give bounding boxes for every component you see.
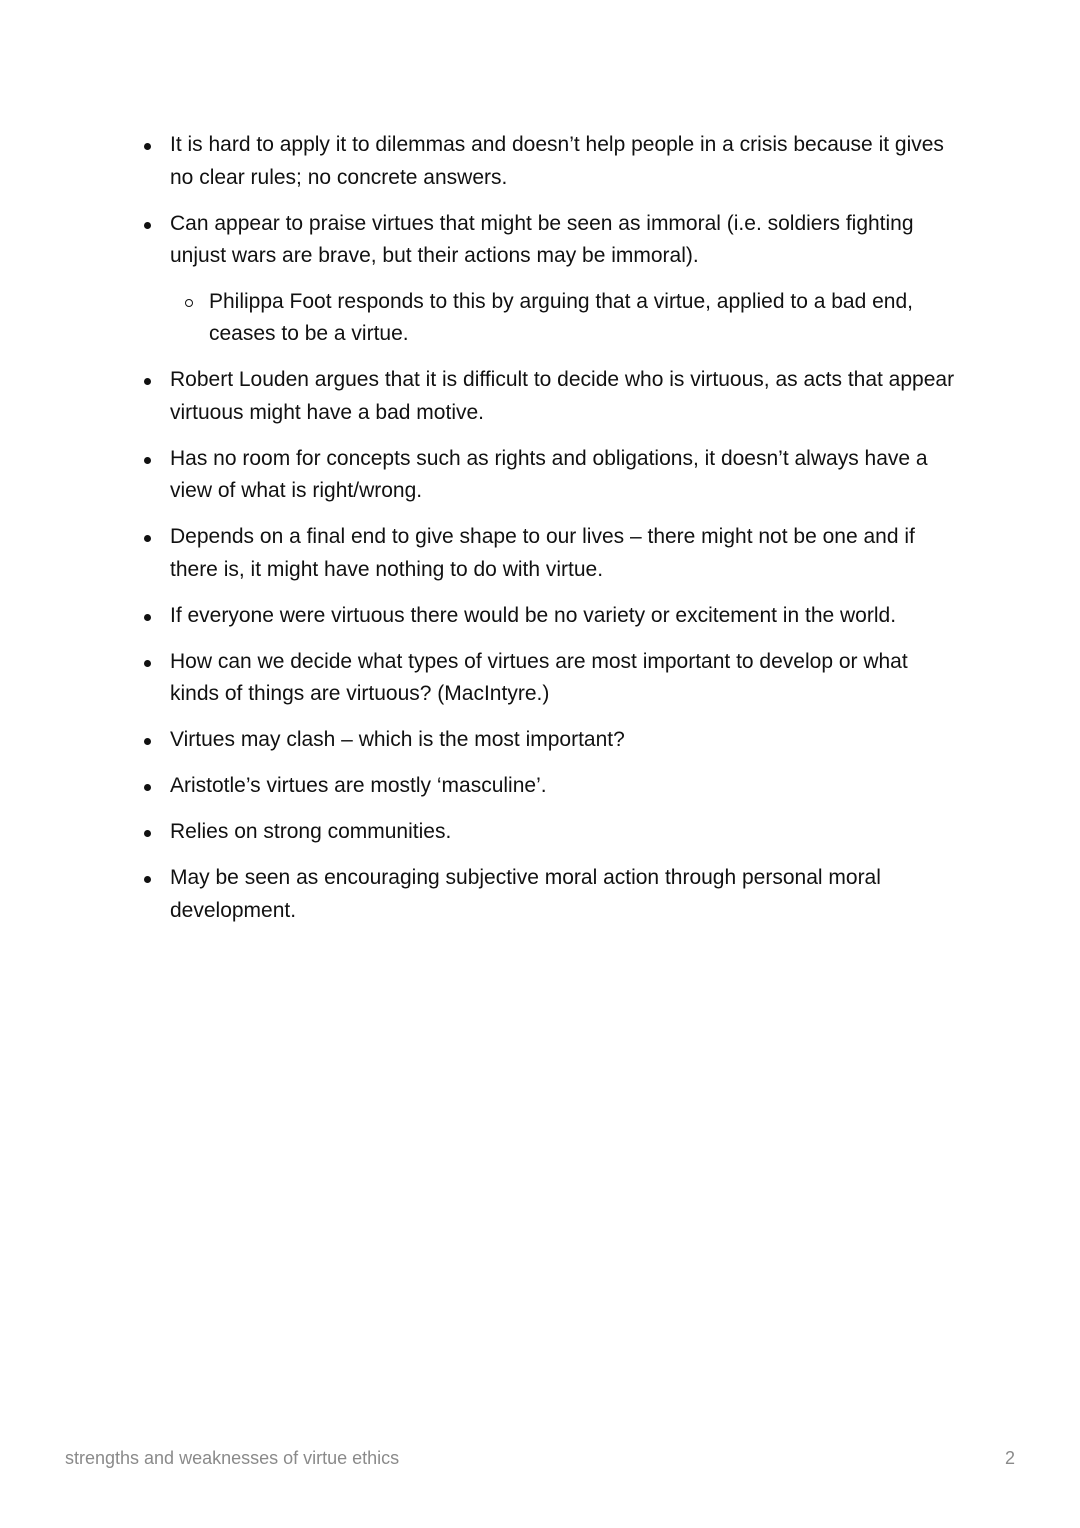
list-item bbox=[138, 208, 958, 351]
bullet-icon bbox=[144, 784, 151, 791]
sub-list-item-text: Philippa Foot responds to this by arguing that a virtue, applied to a bad end, ceases to be a virtue. bbox=[209, 289, 913, 345]
list-item bbox=[138, 364, 958, 429]
footer-title: strengths and weaknesses of virtue ethics bbox=[65, 1448, 400, 1468]
page-number: 2 bbox=[1004, 1448, 1015, 1468]
bullet-icon bbox=[144, 876, 151, 883]
bullet-icon bbox=[144, 222, 151, 229]
list-item-text: It is hard to apply it to dilemmas and doesn’t help people in a crisis because it gives no clear rules; no concrete answers. bbox=[170, 133, 944, 189]
list-item-text: Robert Louden argues that it is difficult to decide who is virtuous, as acts that appear virtuous might have a bad motive. bbox=[170, 368, 955, 424]
list-item bbox=[138, 600, 958, 633]
list-item-text: Aristotle’s virtues are mostly ‘masculine’. bbox=[170, 774, 547, 797]
list-item bbox=[138, 724, 958, 757]
sub-list-item bbox=[170, 286, 958, 351]
page-content bbox=[138, 129, 958, 941]
bullet-icon bbox=[144, 457, 151, 464]
list-item bbox=[138, 521, 958, 586]
list-item bbox=[138, 129, 958, 194]
list-item bbox=[138, 443, 958, 508]
bullet-list bbox=[138, 129, 958, 927]
bullet-icon bbox=[144, 143, 151, 150]
list-item bbox=[138, 816, 958, 849]
hollow-bullet-icon bbox=[185, 299, 193, 307]
list-item-text: How can we decide what types of virtues are most important to develop or what kinds of things are virtuous? (MacIntyre.) bbox=[170, 649, 908, 705]
sub-bullet-list bbox=[170, 286, 958, 351]
list-item bbox=[138, 770, 958, 803]
bullet-icon bbox=[144, 535, 151, 542]
list-item bbox=[138, 646, 958, 711]
list-item-text: Depends on a final end to give shape to our lives – there might not be one and if there is, it might have nothing to do with virtue. bbox=[170, 525, 915, 581]
bullet-icon bbox=[144, 614, 151, 621]
list-item-text: Relies on strong communities. bbox=[170, 820, 452, 843]
list-item-text: Has no room for concepts such as rights and obligations, it doesn’t always have a view of what is right/wrong. bbox=[170, 446, 928, 502]
bullet-icon bbox=[144, 830, 151, 837]
bullet-icon bbox=[144, 378, 151, 385]
list-item bbox=[138, 862, 958, 927]
list-item-text: May be seen as encouraging subjective moral action through personal moral development. bbox=[170, 866, 881, 922]
list-item-text: Can appear to praise virtues that might be seen as immoral (i.e. soldiers fighting unjust wars are brave, but their actions may be immoral). bbox=[170, 211, 914, 267]
list-item-text: Virtues may clash – which is the most important? bbox=[170, 728, 625, 751]
bullet-icon bbox=[144, 738, 151, 745]
list-item-text: If everyone were virtuous there would be no variety or excitement in the world. bbox=[170, 603, 897, 627]
bullet-icon bbox=[144, 660, 151, 667]
